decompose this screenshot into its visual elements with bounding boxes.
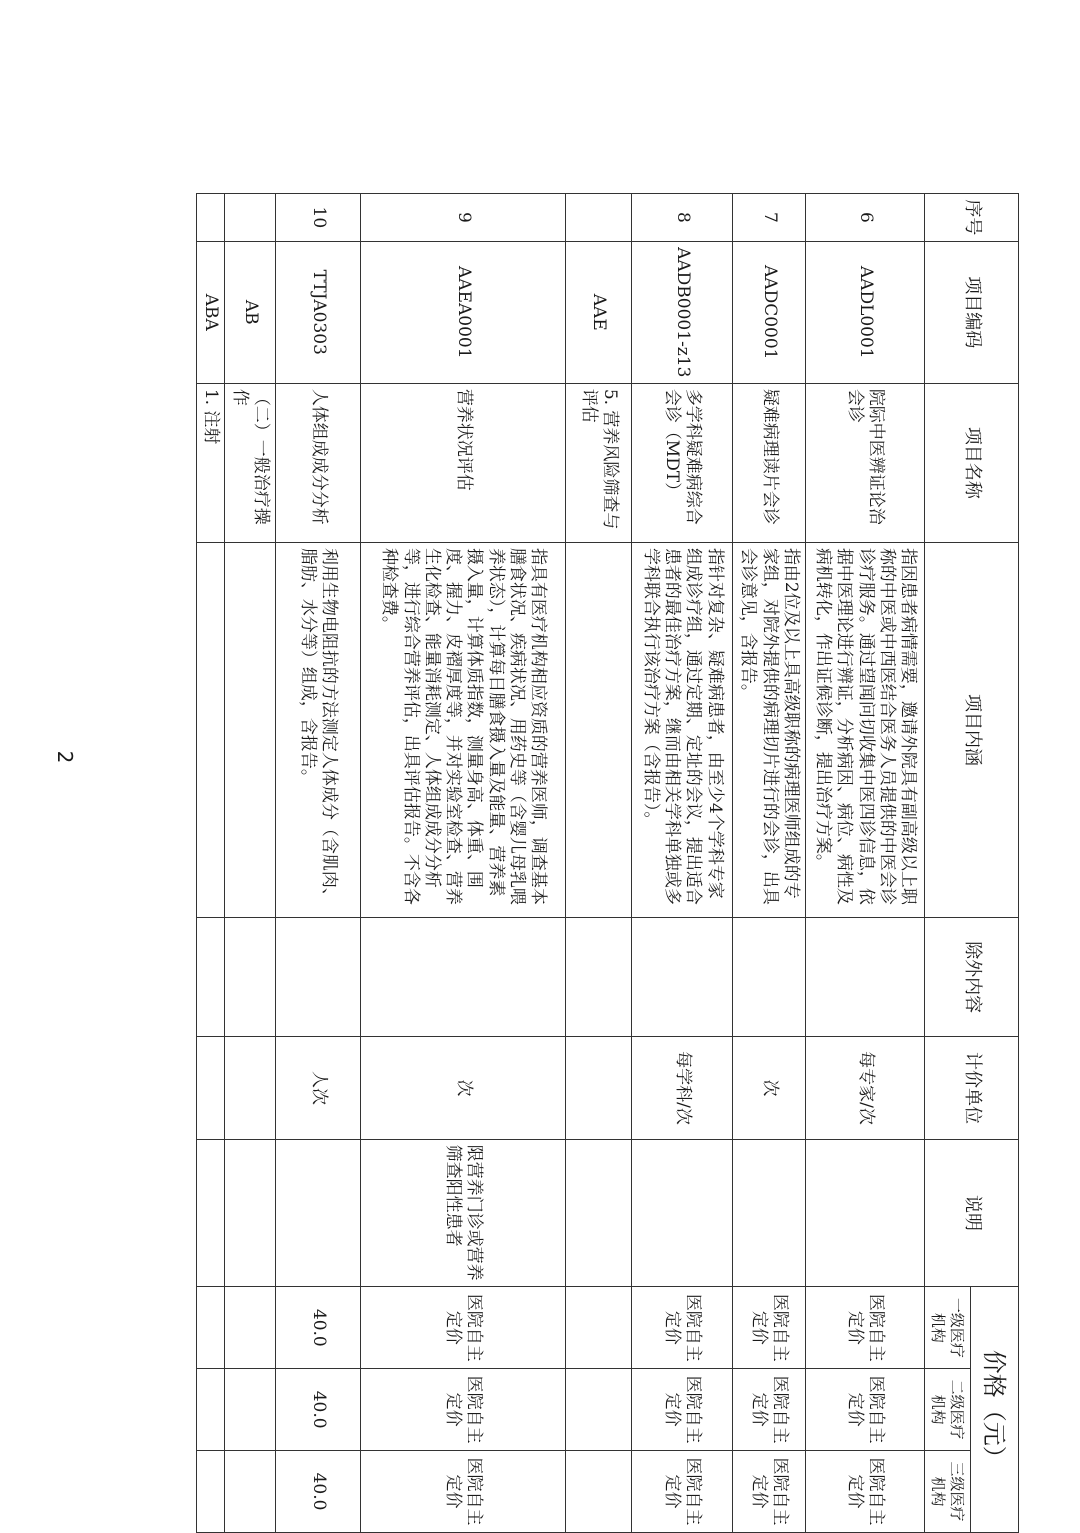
- cell-price-level3: 40.0: [275, 1451, 360, 1533]
- cell-note: [732, 1139, 805, 1287]
- cell-code: AADB0001-z13: [632, 241, 732, 383]
- cell-price-level1: 医院自主定价: [632, 1287, 732, 1369]
- cell-seq: 9: [361, 194, 566, 242]
- cell-note: [197, 1139, 225, 1287]
- header-unit: 计价单位: [925, 1037, 1019, 1139]
- cell-price-level3: 医院自主定价: [632, 1451, 732, 1533]
- cell-seq: [197, 194, 225, 242]
- table-row: [197, 194, 225, 1533]
- cell-name: 人体组成成分分析: [275, 383, 360, 542]
- cell-seq: 7: [732, 194, 805, 242]
- header-level3: 三级医疗机构: [925, 1451, 971, 1533]
- header-seq: 序号: [925, 194, 1019, 242]
- cell-exclude: [732, 918, 805, 1037]
- cell-price-level1: 医院自主定价: [361, 1287, 566, 1369]
- cell-name: 营养状况评估: [361, 383, 566, 542]
- cell-price-level1: [197, 1287, 225, 1369]
- price-table: [196, 193, 1019, 1533]
- cell-price-level3: [225, 1451, 276, 1533]
- cell-code: AB: [225, 241, 276, 383]
- cell-code: TTJA0303: [275, 241, 360, 383]
- cell-unit: 次: [361, 1037, 566, 1139]
- cell-price-level2: 40.0: [275, 1369, 360, 1451]
- table-row: [566, 194, 632, 1533]
- cell-note: [632, 1139, 732, 1287]
- cell-price-level2: 医院自主定价: [806, 1369, 925, 1451]
- cell-seq: [225, 194, 276, 242]
- cell-note: [806, 1139, 925, 1287]
- cell-price-level3: [566, 1451, 632, 1533]
- header-name: 项目名称: [925, 383, 1019, 542]
- header-exclude: 除外内容: [925, 918, 1019, 1037]
- cell-name: 疑难病理读片会诊: [732, 383, 805, 542]
- cell-note: [566, 1139, 632, 1287]
- cell-price-level1: 医院自主定价: [732, 1287, 805, 1369]
- cell-seq: [566, 194, 632, 242]
- cell-code: AADL0001: [806, 241, 925, 383]
- cell-price-level2: 医院自主定价: [361, 1369, 566, 1451]
- cell-code: ABA: [197, 241, 225, 383]
- cell-name: 1. 注射: [197, 383, 225, 542]
- table-row: [806, 194, 925, 1533]
- cell-note: [225, 1139, 276, 1287]
- cell-price-level2: [566, 1369, 632, 1451]
- header-content: 项目内涵: [925, 542, 1019, 917]
- cell-content: 利用生物电阻抗的方法测定人体成分（含肌肉、脂肪、水分等）组成，含报告。: [275, 542, 360, 917]
- cell-note: [275, 1139, 360, 1287]
- cell-code: AAE: [566, 241, 632, 383]
- cell-content: 指针对复杂、疑难病患者，由至少4个学科专家组成诊疗组，通过定期、定址的会议，提出适合患者的最佳治疗方案，继而由相关学科单独或多学科联合执行该治疗方案（含报告）。: [632, 542, 732, 917]
- cell-content: [225, 542, 276, 917]
- cell-price-level3: [197, 1451, 225, 1533]
- cell-price-level3: 医院自主定价: [732, 1451, 805, 1533]
- cell-name: 5. 营养风险筛查与评估: [566, 383, 632, 542]
- cell-name: （二）一般治疗操作: [225, 383, 276, 542]
- cell-unit: [197, 1037, 225, 1139]
- cell-unit: [225, 1037, 276, 1139]
- cell-content: [566, 542, 632, 917]
- table-row: [225, 194, 276, 1533]
- cell-exclude: [566, 918, 632, 1037]
- cell-seq: 8: [632, 194, 732, 242]
- rotated-page-content: [196, 193, 1019, 1533]
- cell-content: 指由2位及以上具高级职称的病理医师组成的专家组，对院外提供的病理切片进行的会诊，出具会诊意见，含报告。: [732, 542, 805, 917]
- cell-exclude: [275, 918, 360, 1037]
- cell-exclude: [197, 918, 225, 1037]
- header-code: 项目编码: [925, 241, 1019, 383]
- cell-price-level2: 医院自主定价: [632, 1369, 732, 1451]
- cell-seq: 6: [806, 194, 925, 242]
- cell-code: AAEA0001: [361, 241, 566, 383]
- cell-price-level1: [566, 1287, 632, 1369]
- table-row: [275, 194, 360, 1533]
- table-row: [732, 194, 805, 1533]
- cell-unit: 次: [732, 1037, 805, 1139]
- cell-price-level3: 医院自主定价: [806, 1451, 925, 1533]
- header-price-group: 价格（元）: [971, 1287, 1019, 1533]
- cell-seq: 10: [275, 194, 360, 242]
- cell-name: 院际中医辨证论治会诊: [806, 383, 925, 542]
- cell-unit: 每学科/次: [632, 1037, 732, 1139]
- header-level1: 一级医疗机构: [925, 1287, 971, 1369]
- cell-unit: 人次: [275, 1037, 360, 1139]
- table-row: [361, 194, 566, 1533]
- cell-unit: [566, 1037, 632, 1139]
- cell-exclude: [361, 918, 566, 1037]
- cell-content: 指因患者病情需要，邀请外院具有副高级以上职称的中医或中西医结合医务人员提供的中医会诊诊疗服务。通过望闻问切收集中医四诊信息，依据中医理论进行辨证，分析病因、病位、病性及病机转化，作出证候诊断，提出治疗方案。: [806, 542, 925, 917]
- cell-code: AADC0001: [732, 241, 805, 383]
- cell-price-level1: 医院自主定价: [806, 1287, 925, 1369]
- cell-exclude: [225, 918, 276, 1037]
- header-note: 说明: [925, 1139, 1019, 1287]
- cell-name: 多学科疑难病综合会诊（MDT）: [632, 383, 732, 542]
- cell-exclude: [632, 918, 732, 1037]
- page-number: 2: [53, 750, 77, 764]
- cell-unit: 每专家/次: [806, 1037, 925, 1139]
- cell-note: 限营养门诊或营养筛查阳性患者: [361, 1139, 566, 1287]
- cell-content: 指具有医疗机构相应资质的营养医师，调查基本膳食状况、疾病状况、用药史等（含婴儿母乳喂养状态），计算每日膳食摄入量及能量、营养素摄入量，计算体质指数，测量身高、体重、围度、握力、皮褶厚度等，并对实验室检查、营养生化检查、能量消耗测定、人体组成成分分析等，进行综合营养评估，出具评估报告。不含各种检查费。: [361, 542, 566, 917]
- cell-price-level1: [225, 1287, 276, 1369]
- cell-price-level1: 40.0: [275, 1287, 360, 1369]
- cell-price-level2: [197, 1369, 225, 1451]
- cell-price-level2: 医院自主定价: [732, 1369, 805, 1451]
- cell-exclude: [806, 918, 925, 1037]
- cell-content: [197, 542, 225, 917]
- cell-price-level3: 医院自主定价: [361, 1451, 566, 1533]
- table-row: [632, 194, 732, 1533]
- cell-price-level2: [225, 1369, 276, 1451]
- header-level2: 二级医疗机构: [925, 1369, 971, 1451]
